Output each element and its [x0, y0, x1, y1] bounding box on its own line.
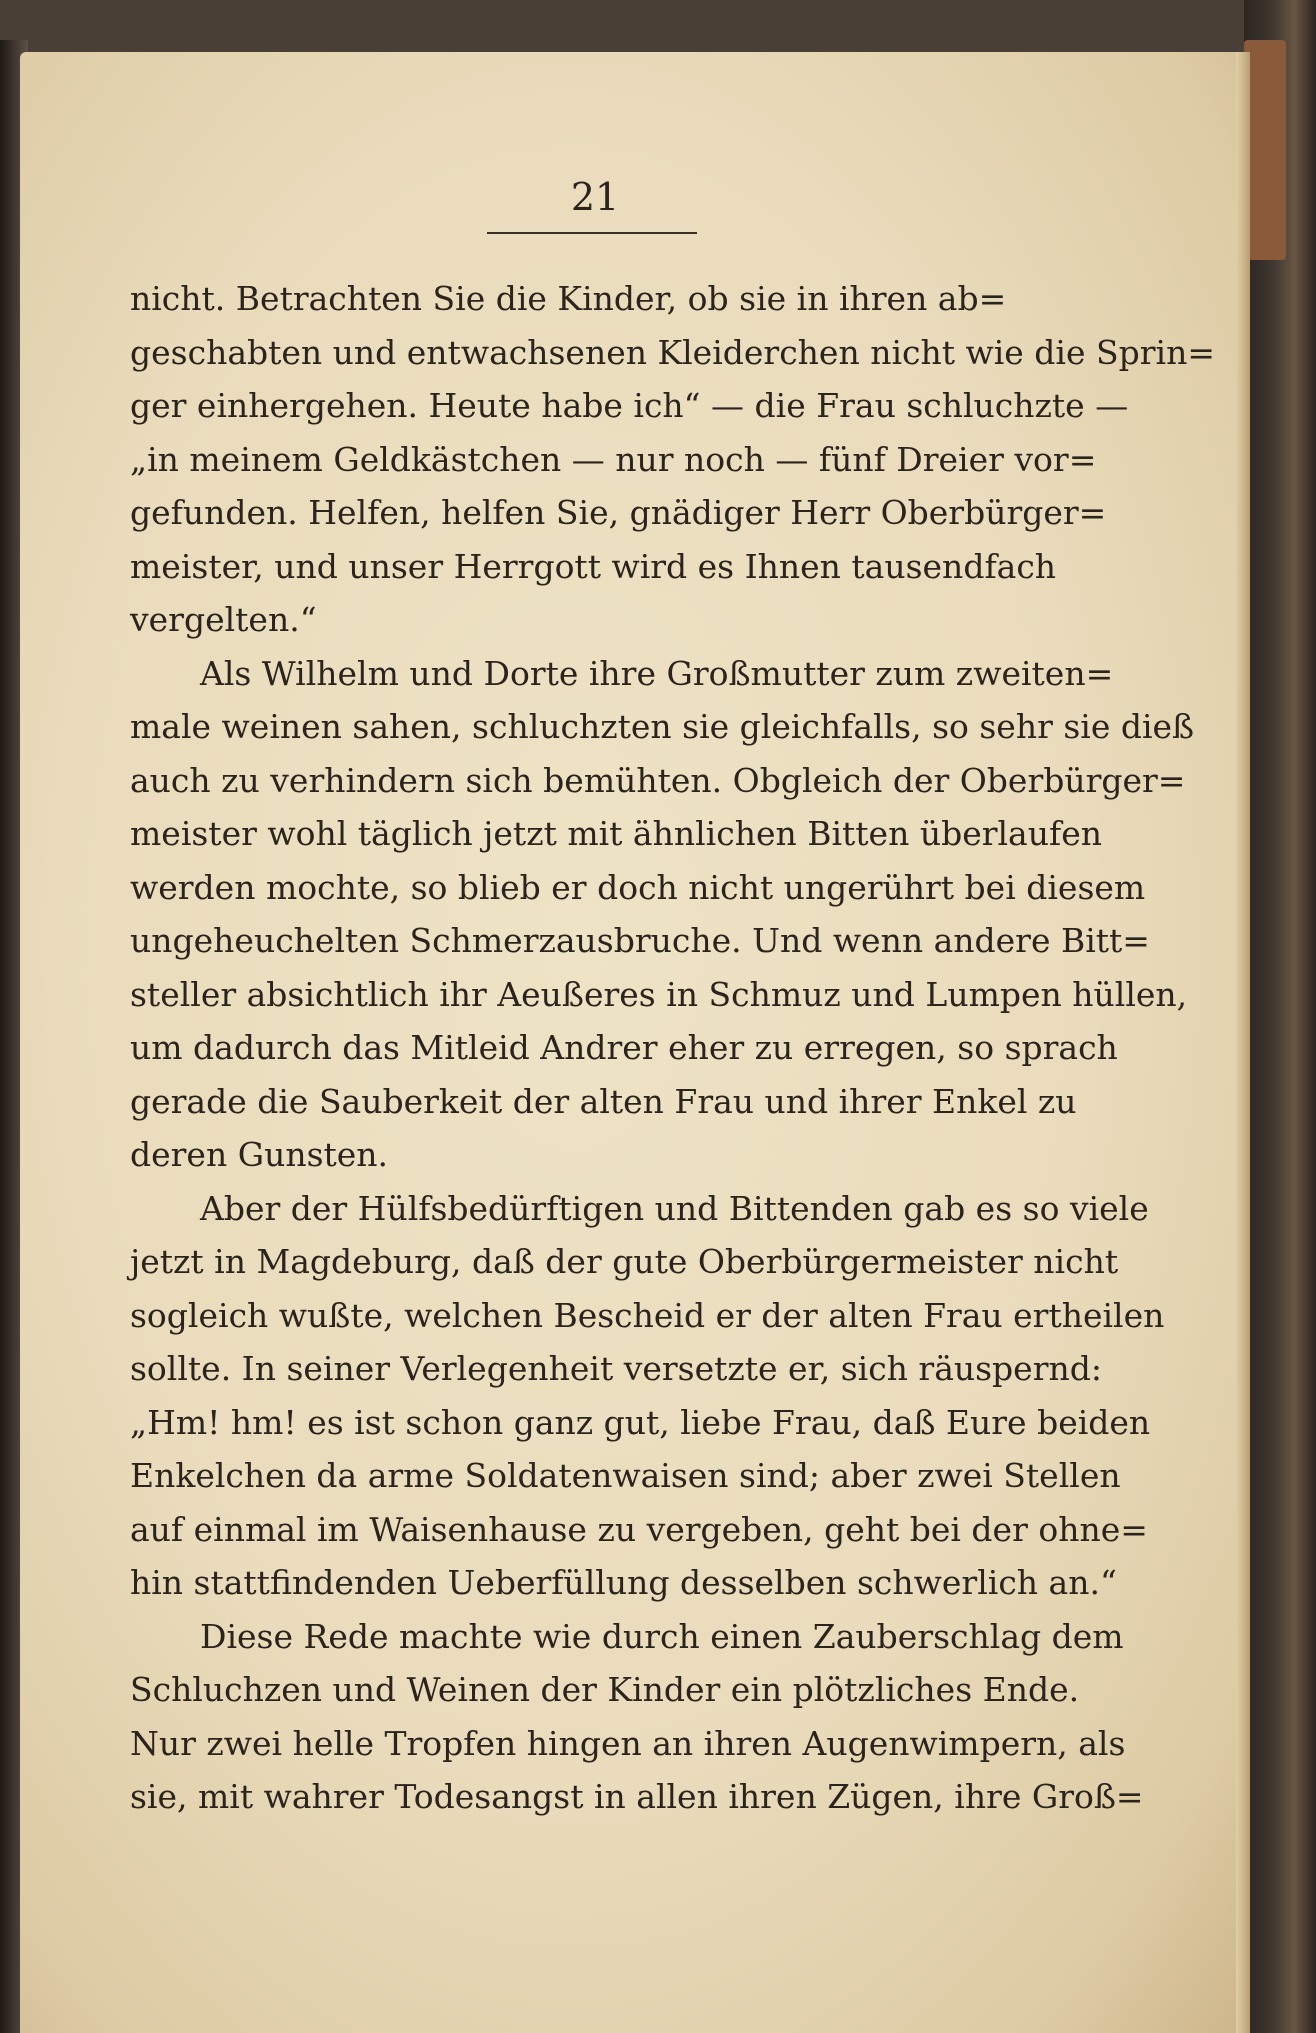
text-line: Enkelchen da arme Soldatenwaisen sind; aber zwei Stellen — [130, 1456, 1121, 1495]
text-line: gefunden. Helfen, helfen Sie, gnädiger Herr Oberbürger= — [130, 493, 1107, 532]
text-line: steller absichtlich ihr Aeußeres in Schmuz und Lumpen hüllen, — [130, 974, 1188, 1014]
book-cover-right — [1244, 0, 1316, 2033]
leather-corner — [1244, 40, 1286, 260]
text-line: auch zu verhindern sich bemühten. Obgleich der Oberbürger= — [130, 760, 1186, 800]
book-cover-top — [0, 0, 1316, 60]
text-line: deren Gunsten. — [130, 1135, 389, 1174]
text-line: sie, mit wahrer Todesangst in allen ihren Zügen, ihre Groß= — [130, 1777, 1144, 1816]
body-text — [130, 272, 1215, 1824]
text-line: um dadurch das Mitleid Andrer eher zu erregen, so sprach — [130, 1028, 1118, 1067]
text-line: werden mochte, so blieb er doch nicht ungerührt bei diesem — [130, 867, 1146, 907]
text-line: sollte. In seiner Verlegenheit versetzte er, sich räuspernd: — [130, 1349, 1102, 1388]
text-line: hin stattfindenden Ueberfüllung desselben schwerlich an.“ — [130, 1563, 1117, 1602]
text-line: Nur zwei helle Tropfen hingen an ihren Augenwimpern, als — [130, 1723, 1126, 1763]
text-line: male weinen sahen, schluchzten sie gleichfalls, so sehr sie dieß — [130, 707, 1195, 746]
text-line: Als Wilhelm und Dorte ihre Großmutter zum zweiten= — [200, 653, 1114, 693]
text-line: Diese Rede machte wie durch einen Zauberschlag dem — [200, 1616, 1124, 1656]
text-line: „Hm! hm! es ist schon ganz gut, liebe Frau, daß Eure beiden — [130, 1402, 1151, 1442]
text-line: ungeheuchelten Schmerzausbruche. Und wenn andere Bitt= — [130, 921, 1150, 960]
header-rule — [487, 232, 697, 234]
text-line: vergelten.“ — [130, 600, 317, 639]
text-line: gerade die Sauberkeit der alten Frau und ihrer Enkel zu — [130, 1081, 1077, 1121]
text-line: ger einhergehen. Heute habe ich“ — die Frau schluchzte — — [130, 386, 1129, 425]
text-line: geschabten und entwachsenen Kleiderchen nicht wie die Sprin= — [130, 332, 1215, 372]
text-line: auf einmal im Waisenhause zu vergeben, geht bei der ohne= — [130, 1509, 1148, 1549]
text-line: meister, und unser Herrgott wird es Ihnen tausendfach — [130, 546, 1057, 586]
text-line: meister wohl täglich jetzt mit ähnlichen Bitten überlaufen — [130, 814, 1102, 853]
text-line: Aber der Hülfsbedürftigen und Bittenden gab es so viele — [200, 1188, 1149, 1228]
text-line: jetzt in Magdeburg, daß der gute Oberbürgermeister nicht — [130, 1242, 1119, 1281]
text-line: „in meinem Geldkästchen — nur noch — fünf Dreier vor= — [130, 439, 1097, 479]
text-line: Schluchzen und Weinen der Kinder ein plötzliches Ende. — [130, 1670, 1080, 1709]
text-line: nicht. Betrachten Sie die Kinder, ob sie in ihren ab= — [130, 279, 1007, 318]
page-edge — [1236, 52, 1250, 2033]
text-line: sogleich wußte, welchen Bescheid er der alten Frau ertheilen — [130, 1295, 1165, 1335]
page-number: 21 — [570, 175, 620, 219]
